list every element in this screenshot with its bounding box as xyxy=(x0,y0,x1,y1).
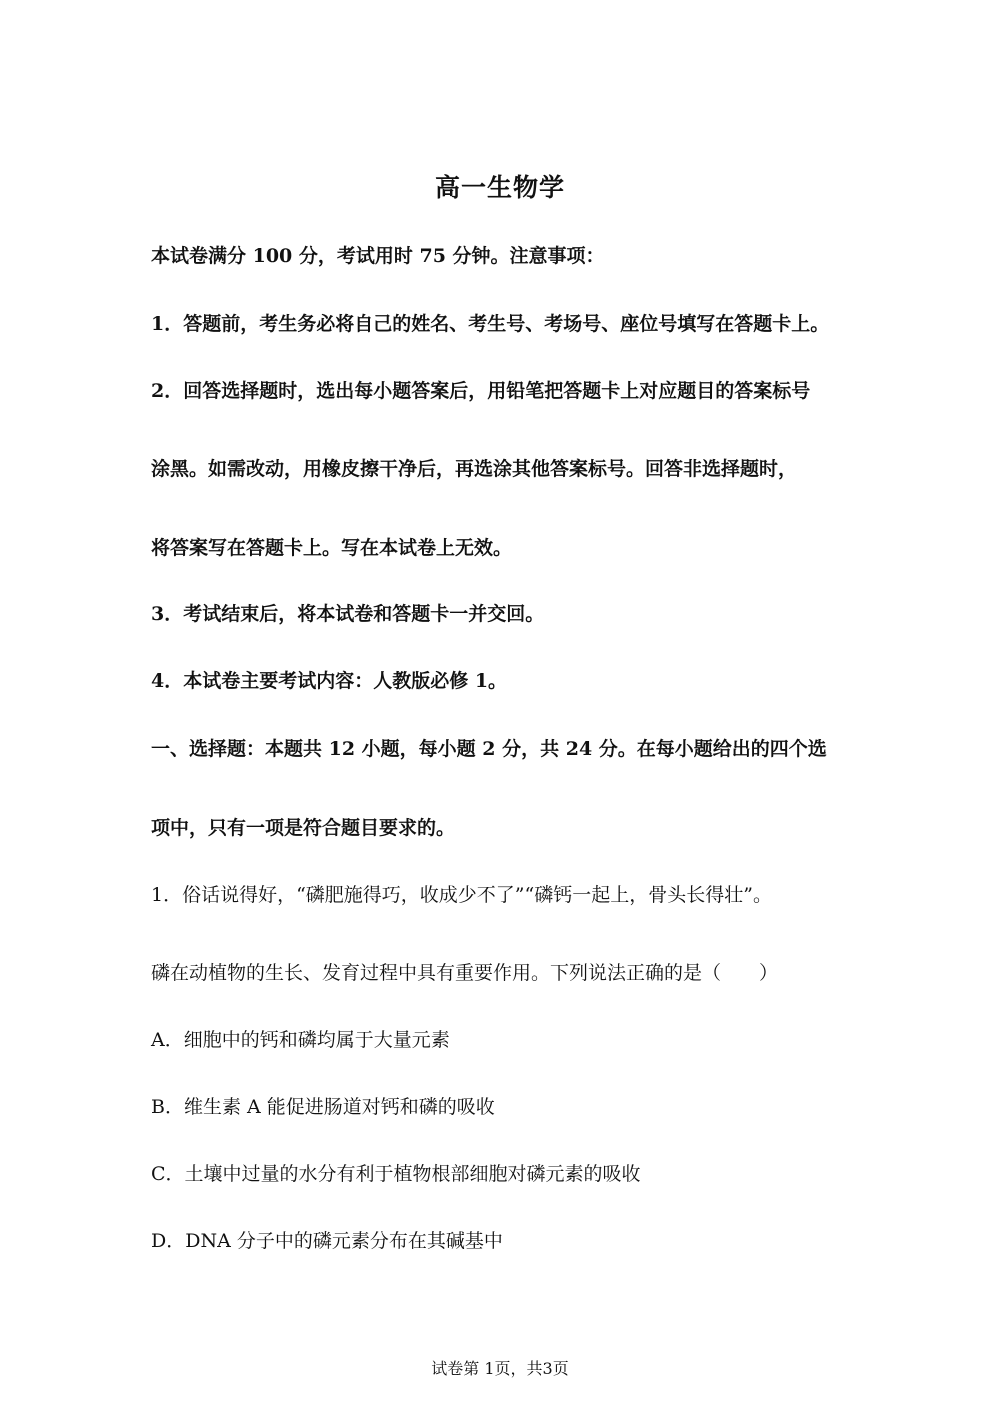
question-1-option-d: D．DNA 分子中的磷元素分布在其碱基中 xyxy=(151,1230,503,1252)
page-title: 高一生物学 xyxy=(434,173,565,202)
notice-intro: 本试卷满分 100 分，考试用时 75 分钟。注意事项： xyxy=(151,245,605,267)
question-1-stem-line-1: 1．俗话说得好，“磷肥施得巧，收成少不了”“磷钙一起上，骨头长得壮”。 xyxy=(151,884,772,906)
notice-item-2-line-1: 2．回答选择题时，选出每小题答案后，用铅笔把答题卡上对应题目的答案标号 xyxy=(151,380,811,402)
question-1-option-a: A．细胞中的钙和磷均属于大量元素 xyxy=(151,1029,450,1051)
question-1-option-c: C．土壤中过量的水分有利于植物根部细胞对磷元素的吸收 xyxy=(151,1163,641,1185)
section-heading-line-2: 项中，只有一项是符合题目要求的。 xyxy=(151,817,456,839)
notice-item-1: 1．答题前，考生务必将自己的姓名、考生号、考场号、座位号填写在答题卡上。 xyxy=(151,313,830,335)
notice-item-3: 3．考试结束后，将本试卷和答题卡一并交回。 xyxy=(151,603,545,625)
section-heading-line-1: 一、选择题：本题共 12 小题，每小题 2 分，共 24 分。在每小题给出的四个选 xyxy=(151,738,827,760)
notice-item-2-line-2: 涂黑。如需改动，用橡皮擦干净后，再选涂其他答案标号。回答非选择题时， xyxy=(151,458,798,480)
notice-item-2-line-3: 将答案写在答题卡上。写在本试卷上无效。 xyxy=(151,537,513,559)
question-1-stem-line-2: 磷在动植物的生长、发育过程中具有重要作用。下列说法正确的是（ ） xyxy=(151,962,779,984)
question-1-option-b: B．维生素 A 能促进肠道对钙和磷的吸收 xyxy=(151,1096,495,1118)
notice-item-4: 4．本试卷主要考试内容：人教版必修 1。 xyxy=(151,670,508,692)
page-footer: 试卷第 1页，共3页 xyxy=(431,1359,569,1378)
